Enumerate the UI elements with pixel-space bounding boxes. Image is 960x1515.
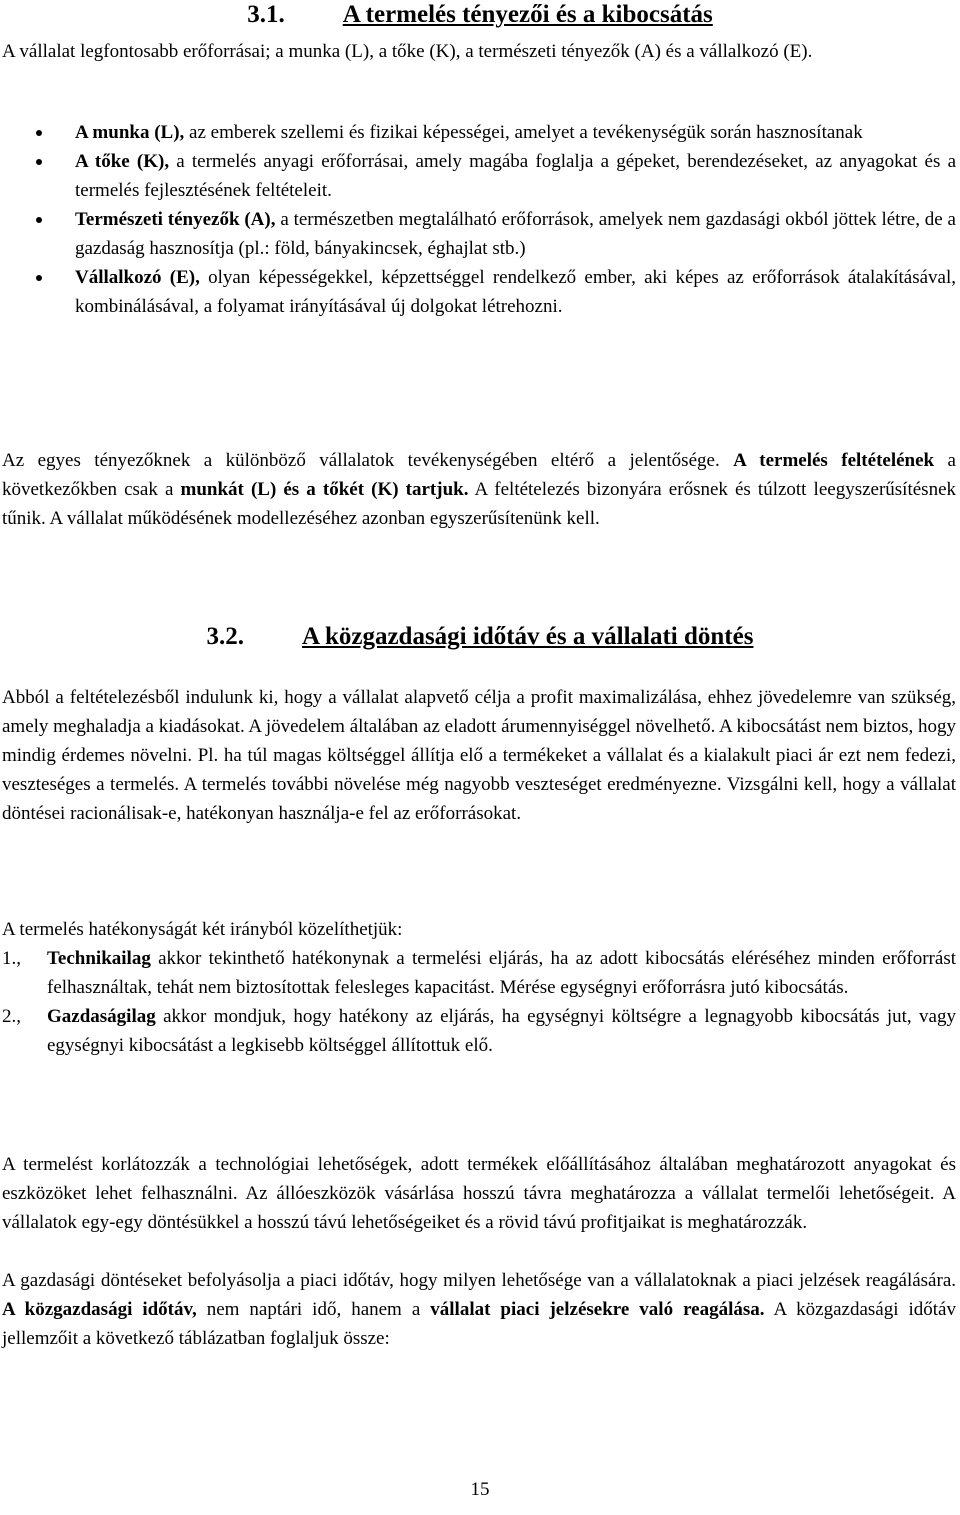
text-run: A gazdasági döntéseket befolyásolja a piaci időtáv, hogy milyen lehetősége van a vállalatoknak a piaci jelzések reagálására. [2,1270,956,1291]
bullet-icon [36,217,42,223]
term: A munka (L), [75,122,185,143]
bold-run: vállalat piaci jelzésekre való reagálása. [430,1299,765,1320]
definition: az emberek szellemi és fizikai képességei, amelyet a tevékenységük során hasznosítanak [184,122,863,143]
text-run: A feltételezés bizonyára erősnek és túlzott leegyszerűsítésnek tűnik. A vállalat működésének modellezéséhez azonban egyszerűsítenünk kell. [2,479,956,529]
text-run: A közgazdasági időtáv jellemzőit a következő táblázatban foglaljuk össze: [2,1299,956,1349]
definition: akkor tekinthető hatékonynak a termelési eljárás, ha az adott kibocsátás eléréséhez minden erőforrást felhasználtak, tehát nem biztosítottak felesleges kapacitást. Mérése egységnyi erőforrásra jutó kibocsátás. [47,948,956,998]
term: A tőke (K), [75,151,170,172]
list-item [2,118,956,147]
efficiency-intro: A termelés hatékonyságát két irányból közelíthetjük: [2,919,403,940]
term: Gazdaságilag [47,1006,156,1027]
list-item [2,1002,956,1060]
term: Technikailag [47,948,151,969]
section-number: 3.1. [247,1,285,28]
term: Természeti tényezők (A), [75,209,276,230]
list-item [2,944,956,1002]
bullet-icon [36,130,42,136]
section-heading-3-1 [0,0,960,30]
section-heading-3-2 [0,622,960,652]
definition: a természetben megtalálható erőforrások, amelyek nem gazdasági okból jöttek létre, de a gazdaság hasznosítja (pl.: föld, bányakincsek, éghajlat stb.) [75,209,956,259]
profit-paragraph: Abból a feltételezésből indulunk ki, hogy a vállalat alapvető célja a profit maximalizálása, ehhez jövedelemre van szükség, amely meghaladja a kiadásokat. A jövedelem általában az eladott árumennyiséggel növelhető. A kibocsátást nem biztos, hogy mindig érdemes növelni. Pl. ha túl magas költséggel állítja elő a termékeket a vállalat és a kialakult piaci ár ezt nem fedezi, veszteséges a termelés. A termelés további növelése még nagyobb veszteséget eredményezne. Vizsgálni kell, hogy a vállalat döntései racionálisak-e, hatékonyan használja-e fel az erőforrásokat. [2,687,956,824]
bullet-icon [36,159,42,165]
definition: akkor mondjuk, hogy hatékony az eljárás, ha egységnyi költségre a legnagyobb kibocsátás jut, vagy egységnyi kibocsátást a legkisebb költséggel állítottuk elő. [47,1006,956,1056]
term: Vállalkozó (E), [75,267,200,288]
technology-paragraph: A termelést korlátozzák a technológiai lehetőségek, adott termékek előállításához általában meghatározott anyagokat és eszközöket lehet felhasználni. Az állóeszközök vásárlása hosszú távra meghatározza a vállalat termelői lehetőségeit. A vállalatok egy-egy döntésükkel a hosszú távú lehetőségeiket és a rövid távú profitjaikat is meghatározzák. [2,1154,956,1233]
item-number: 1., [2,948,21,969]
list-item [2,205,956,263]
text-run: Az egyes tényezőknek a különböző vállalatok tevékenységében eltérő a jelentősége. [2,450,734,471]
section-title: A közgazdasági időtáv és a vállalati döntés [302,623,754,650]
item-number: 2., [2,1006,21,1027]
text-run: nem naptári idő, hanem a [196,1299,431,1320]
text-run: a következőkben csak a [2,450,956,500]
bold-run: A termelés feltételének [733,450,935,471]
factor-list [2,118,956,321]
efficiency-block [2,915,956,1060]
definition: olyan képességekkel, képzettséggel rendelkező ember, aki képes az erőforrások átalakításával, kombinálásával, a folyamat irányításával új dolgokat létrehozni. [75,267,956,317]
section-title: A termelés tényezői és a kibocsátás [342,1,713,28]
list-item [2,147,956,205]
bullet-icon [36,275,42,281]
time-horizon-paragraph [2,1266,956,1353]
production-conditions-paragraph [2,446,956,533]
bold-run: munkát (L) és a tőkét (K) tartjuk. [180,479,469,500]
list-item [2,263,956,321]
section-number: 3.2. [206,623,245,650]
definition: a termelés anyagi erőforrásai, amely magába foglalja a gépeket, berendezéseket, az anyagokat és a termelés fejlesztésének feltételeit. [75,151,957,201]
page-number: 15 [470,1479,490,1500]
intro-paragraph: A vállalat legfontosabb erőforrásai; a munka (L), a tőke (K), a természeti tényezők (A) és a vállalkozó (E). [2,41,813,62]
bold-run: A közgazdasági időtáv, [2,1299,197,1320]
